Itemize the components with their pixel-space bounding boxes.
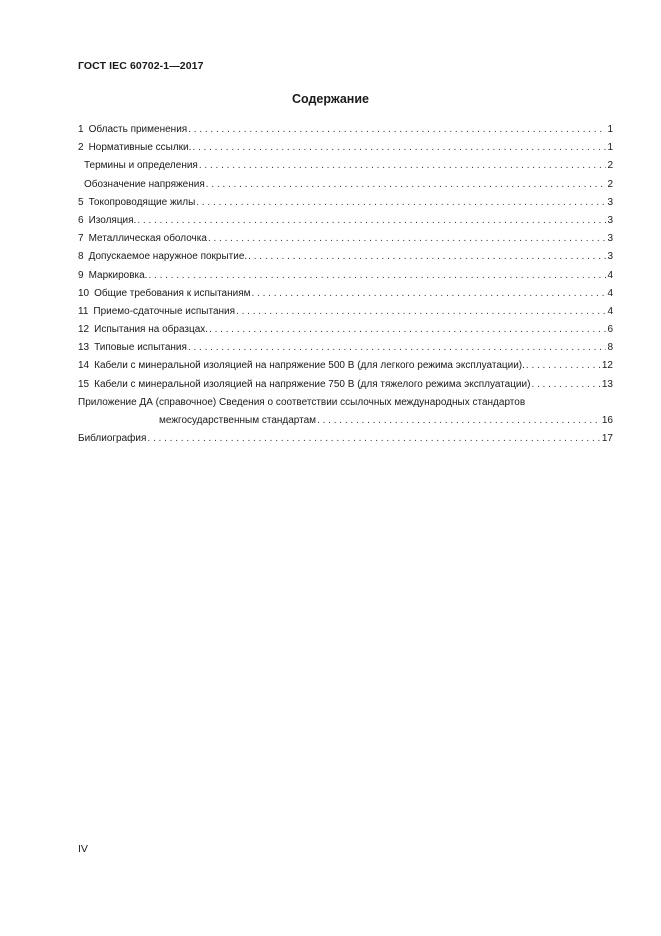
toc-entry-title: Кабели с минеральной изоляцией на напряжение 750 В (для тяжелого режима эксплуатации) — [94, 378, 531, 390]
toc-entry[interactable] — [78, 339, 613, 357]
toc-entry-title: Кабели с минеральной изоляцией на напряжение 500 В (для легкого режима эксплуатации). — [94, 360, 525, 372]
toc-entry-page: 12 — [601, 360, 613, 372]
document-code: ГОСТ IEC 60702-1—2017 — [78, 60, 204, 72]
toc-entry[interactable] — [78, 212, 613, 230]
toc-dot-leader — [248, 248, 606, 266]
toc-entry-title: Общие требования к испытаниям — [94, 287, 251, 299]
toc-entry-title: Обозначение напряжения — [84, 178, 205, 190]
toc-dot-leader — [188, 339, 607, 357]
toc-dot-leader — [147, 430, 600, 448]
toc-entry-page: 4 — [607, 269, 613, 281]
toc-entry-page: 1 — [607, 124, 613, 135]
toc-entry-page: 3 — [607, 196, 613, 208]
toc-dot-leader — [209, 321, 606, 339]
toc-entry-page: 13 — [601, 378, 613, 390]
toc-dot-leader — [252, 285, 607, 303]
toc-entry[interactable] — [78, 267, 613, 285]
toc-entry-title: Испытания на образцах. — [94, 324, 209, 336]
toc-entry-page: 8 — [607, 342, 613, 354]
toc-entry-page: 4 — [607, 305, 613, 317]
toc-entry-number: 1 — [78, 124, 84, 135]
toc-entry-number: 7 — [78, 233, 84, 245]
toc-entry[interactable] — [78, 230, 613, 248]
toc-entry-title: Допускаемое наружное покрытие. — [88, 251, 248, 263]
toc-entry-title: Нормативные ссылки. — [88, 142, 192, 154]
toc-entry[interactable] — [78, 248, 613, 266]
toc-dot-leader — [526, 357, 601, 375]
toc-annex-title-line2: межгосударственным стандартам — [159, 414, 317, 426]
toc-entry-page: 17 — [601, 433, 613, 444]
toc-entry-page: 1 — [607, 142, 613, 154]
toc-entry[interactable] — [78, 303, 613, 321]
toc-annex-title-line1: Приложение ДА (справочное) Сведения о соответствии ссылочных международных стандартов — [78, 396, 526, 408]
table-of-contents — [78, 121, 613, 448]
toc-entry-page: 4 — [607, 287, 613, 299]
toc-entry[interactable] — [78, 194, 613, 212]
toc-entry-number: 10 — [78, 287, 90, 299]
toc-entry-title: Приемо-сдаточные испытания — [93, 305, 236, 317]
toc-dot-leader — [192, 139, 606, 157]
toc-entry-number: 12 — [78, 324, 90, 336]
toc-dot-leader — [206, 176, 607, 194]
page-number: IV — [78, 843, 88, 855]
toc-dot-leader — [317, 412, 601, 430]
toc-title: Содержание — [291, 92, 369, 106]
toc-entry-number: 13 — [78, 342, 90, 354]
toc-dot-leader — [148, 267, 606, 285]
toc-entry-number: 9 — [78, 269, 84, 281]
toc-entry[interactable] — [78, 376, 613, 394]
toc-annex-entry[interactable] — [78, 394, 613, 412]
toc-entry-number: 8 — [78, 251, 84, 263]
toc-dot-leader — [531, 376, 600, 394]
toc-entry[interactable] — [78, 285, 613, 303]
toc-dot-leader — [188, 121, 606, 139]
toc-entry-page: 3 — [607, 214, 613, 226]
toc-entry[interactable] — [78, 121, 613, 139]
toc-entry-title: Изоляция. — [88, 214, 137, 226]
toc-entry-number: 14 — [78, 360, 90, 372]
toc-bibliography-entry[interactable] — [78, 430, 613, 448]
toc-entry-page: 2 — [607, 178, 613, 190]
toc-entry[interactable] — [78, 357, 613, 375]
toc-dot-leader — [137, 212, 606, 230]
toc-entry-title: Маркировка. — [88, 269, 148, 281]
toc-entry-page: 3 — [607, 251, 613, 263]
toc-annex-entry-continued[interactable] — [78, 412, 613, 430]
toc-dot-leader — [196, 194, 606, 212]
toc-entry-page: 2 — [607, 160, 613, 172]
toc-entry[interactable] — [78, 176, 613, 194]
toc-entry-title: Область применения — [88, 124, 188, 135]
toc-entry-title: Типовые испытания — [94, 342, 187, 354]
toc-entry[interactable] — [78, 321, 613, 339]
toc-entry-number: 6 — [78, 214, 84, 226]
toc-entry-title: Токопроводящие жилы — [88, 196, 196, 208]
toc-entry-number: 2 — [78, 142, 84, 154]
toc-dot-leader — [208, 230, 607, 248]
toc-dot-leader — [199, 157, 607, 175]
toc-entry-number: 11 — [78, 305, 89, 317]
toc-entry-number: 5 — [78, 196, 84, 208]
toc-entry[interactable] — [78, 139, 613, 157]
toc-entry-page: 3 — [607, 233, 613, 245]
toc-entry-number: 15 — [78, 378, 90, 390]
toc-entry-title: Библиография — [78, 433, 147, 444]
toc-entry-title: Металлическая оболочка — [88, 233, 207, 245]
toc-entry-page: 16 — [601, 414, 613, 426]
toc-dot-leader — [236, 303, 606, 321]
toc-entry[interactable] — [78, 157, 613, 175]
toc-entry-page: 6 — [607, 324, 613, 336]
toc-entry-title: Термины и определения — [84, 160, 198, 172]
